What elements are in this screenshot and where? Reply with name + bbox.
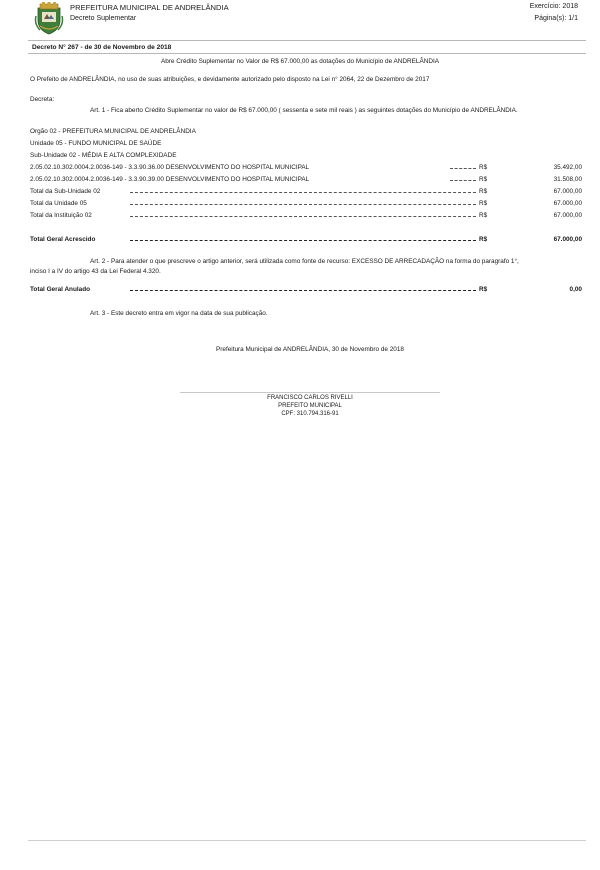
total-unit-leader	[130, 204, 476, 205]
article-1: Art. 1 - Fica aberto Crédito Suplementar no valor de R$ 67.000,00 ( sessenta e sete mil reais ) as seguintes dotações do Município de ANDRELÂNDIA.	[90, 107, 518, 114]
exercise-year: Exercício: 2018	[529, 3, 578, 10]
total-institution-label: Total da Instituição 02	[30, 212, 92, 219]
decree-subtitle: Abre Crédito Suplementar no Valor de R$ 67.000,00 as dotações do Município de ANDRELÂNDIA	[160, 58, 440, 65]
footer-divider	[28, 840, 586, 841]
municipal-crest-icon	[34, 2, 64, 36]
grand-total-value: 67.000,00	[553, 236, 582, 243]
grand-total-leader	[130, 240, 476, 241]
signatory-role: PREFEITO MUNICIPAL	[278, 403, 342, 409]
decreta-label: Decreta:	[30, 96, 55, 103]
decree-preamble: O Prefeito de ANDRELÂNDIA, no uso de suas atribuições, e devidamente autorizado pelo disposto na Lei n° 2064, 22 de Dezembro de 2017	[30, 76, 430, 83]
annulled-total-value: 0,00	[569, 286, 582, 293]
subunidade-line: Sub-Unidade 02 - MÉDIA E ALTA COMPLEXIDADE	[30, 152, 177, 159]
page-count: Página(s): 1/1	[534, 15, 578, 22]
total-unit-value: 67.000,00	[553, 200, 582, 207]
total-subunit-label: Total da Sub-Unidade 02	[30, 188, 101, 195]
allocation-row-1-desc: 2.05.02.10.302.0004.2.0036-149 - 3.3.90.36.00 DESENVOLVIMENTO DO HOSPITAL MUNICIPAL	[30, 164, 310, 171]
total-institution-currency: R$	[479, 212, 488, 219]
article-2-line-1: Art. 2 - Para atender o que prescreve o artigo anterior, será utilizada como fonte de recurso: EXCESSO DE ARRECADAÇÃO na forma do paragrafo 1°,	[90, 258, 519, 265]
orgao-line: Orgão 02 - PREFEITURA MUNICIPAL DE ANDRELÂNDIA	[30, 128, 196, 135]
municipality-name: PREFEITURA MUNICIPAL DE ANDRELÂNDIA	[70, 3, 229, 12]
unidade-line: Unidade 05 - FUNDO MUNICIPAL DE SAÚDE	[30, 140, 162, 147]
grand-total-label: Total Geral Acrescido	[30, 236, 96, 243]
allocation-row-2-desc: 2.05.02.10.302.0004.2.0036-149 - 3.3.90.39.00 DESENVOLVIMENTO DO HOSPITAL MUNICIPAL	[30, 176, 310, 183]
total-unit-label: Total da Unidade 05	[30, 200, 87, 207]
title-divider	[28, 53, 586, 54]
header-divider	[28, 40, 586, 41]
allocation-row-1-currency: R$	[479, 164, 488, 171]
allocation-row-1-leader	[450, 168, 476, 169]
article-3: Art. 3 - Este decreto entra em vigor na data de sua publicação.	[90, 310, 268, 317]
annulled-total-leader	[130, 290, 476, 291]
total-subunit-value: 67.000,00	[553, 188, 582, 195]
total-subunit-leader	[130, 192, 476, 193]
allocation-row-2-currency: R$	[479, 176, 488, 183]
annulled-total-label: Total Geral Anulado	[30, 286, 91, 293]
signatory-name: FRANCISCO CARLOS RIVELLI	[267, 395, 353, 401]
place-and-date: Prefeitura Municipal de ANDRELÂNDIA, 30 de Novembro de 2018	[216, 346, 404, 353]
decree-title: Decreto N° 267 - de 30 de Novembro de 2018	[32, 44, 172, 51]
total-subunit-currency: R$	[479, 188, 488, 195]
total-unit-currency: R$	[479, 200, 488, 207]
article-2-line-2: inciso I a IV do artigo 43 da Lei Federal 4.320.	[30, 268, 161, 275]
document-type: Decreto Suplementar	[70, 15, 137, 22]
total-institution-value: 67.000,00	[553, 212, 582, 219]
total-institution-leader	[130, 216, 476, 217]
allocation-row-1-value: 35.492,00	[553, 164, 582, 171]
grand-total-currency: R$	[479, 236, 488, 243]
allocation-row-2-value: 31.508,00	[553, 176, 582, 183]
annulled-total-currency: R$	[479, 286, 488, 293]
allocation-row-2-leader	[450, 180, 476, 181]
signatory-cpf: CPF: 310.794.316-91	[281, 411, 339, 417]
signature-line	[180, 392, 440, 393]
